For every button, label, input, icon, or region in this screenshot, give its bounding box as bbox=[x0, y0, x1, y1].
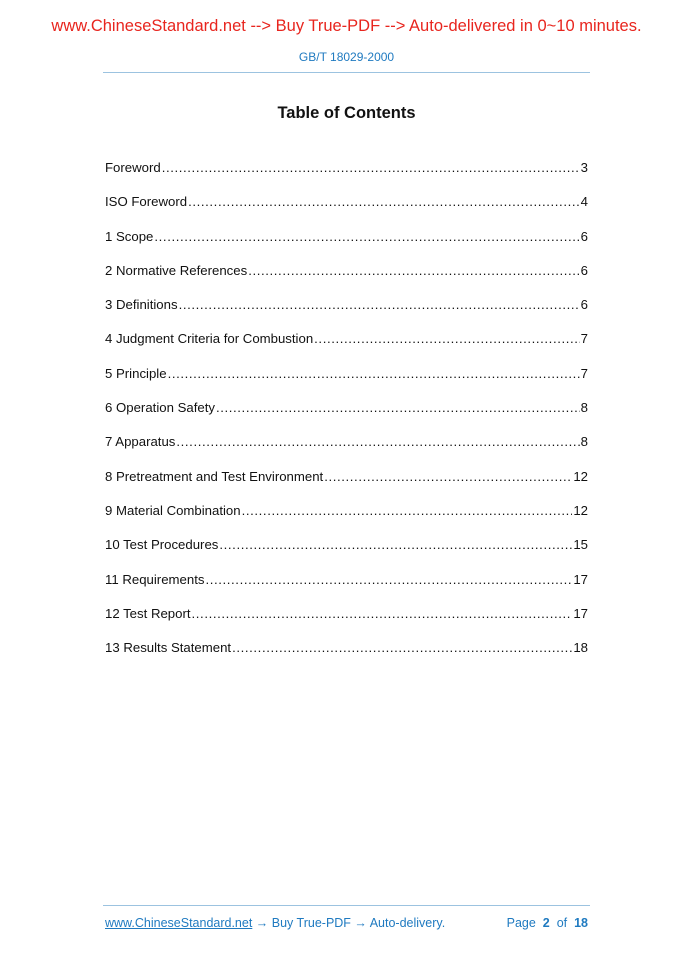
footer-divider bbox=[103, 905, 590, 906]
toc-entry-page: 12 bbox=[573, 502, 588, 518]
toc-dot-leader bbox=[168, 366, 580, 381]
page-number bbox=[507, 916, 588, 930]
footer-link[interactable]: www.ChineseStandard.net bbox=[105, 916, 253, 930]
toc-dot-leader bbox=[248, 263, 579, 278]
footer-link-suffix: → Buy True-PDF → Auto-delivery. bbox=[252, 916, 446, 930]
toc-entry[interactable] bbox=[105, 606, 588, 640]
toc-entry-label: 8 Pretreatment and Test Environment bbox=[105, 468, 324, 484]
toc-dot-leader bbox=[154, 229, 579, 244]
toc-entry-label: 6 Operation Safety bbox=[105, 400, 215, 416]
table-of-contents bbox=[105, 160, 588, 674]
page-current: 2 bbox=[542, 916, 550, 930]
toc-dot-leader bbox=[324, 469, 572, 484]
toc-entry[interactable] bbox=[105, 297, 588, 331]
toc-entry-page: 6 bbox=[580, 262, 588, 278]
page-label: Page bbox=[506, 916, 536, 930]
toc-entry-label: 11 Requirements bbox=[105, 571, 205, 587]
promo-banner[interactable]: www.ChineseStandard.net --> Buy True-PDF --> Auto-delivered in 0~10 minutes. bbox=[51, 17, 642, 35]
toc-dot-leader bbox=[205, 572, 572, 587]
toc-entry-label: 5 Principle bbox=[105, 365, 167, 381]
toc-entry-page: 7 bbox=[580, 331, 588, 347]
toc-entry[interactable] bbox=[105, 434, 588, 468]
toc-entry-label: 1 Scope bbox=[105, 228, 154, 244]
toc-entry-page: 7 bbox=[580, 365, 588, 381]
toc-entry-label: 2 Normative References bbox=[105, 262, 248, 278]
toc-entry-label: 3 Definitions bbox=[105, 297, 178, 313]
toc-entry-label: 4 Judgment Criteria for Combustion bbox=[105, 331, 314, 347]
page-title: Table of Contents bbox=[277, 104, 416, 122]
toc-entry-page: 3 bbox=[580, 160, 588, 175]
toc-entry-label: Foreword bbox=[105, 160, 161, 175]
toc-dot-leader bbox=[232, 640, 572, 655]
standard-code: GB/T 18029-2000 bbox=[298, 50, 395, 64]
toc-entry-label: 10 Test Procedures bbox=[105, 537, 219, 553]
toc-entry-page: 6 bbox=[580, 297, 588, 313]
header-divider bbox=[103, 72, 590, 73]
toc-entry-label: 9 Material Combination bbox=[105, 502, 241, 518]
footer-promo bbox=[105, 916, 445, 930]
toc-entry-page: 8 bbox=[580, 434, 588, 450]
toc-entry[interactable] bbox=[105, 469, 588, 503]
toc-entry-page: 17 bbox=[573, 571, 588, 587]
toc-entry[interactable] bbox=[105, 263, 588, 297]
toc-entry-page: 12 bbox=[573, 468, 588, 484]
toc-entry[interactable] bbox=[105, 194, 588, 228]
toc-dot-leader bbox=[242, 503, 573, 518]
toc-entry[interactable] bbox=[105, 160, 588, 194]
toc-entry-page: 18 bbox=[573, 640, 588, 656]
toc-entry-page: 15 bbox=[573, 537, 588, 553]
toc-entry[interactable] bbox=[105, 503, 588, 537]
toc-entry-page: 6 bbox=[580, 228, 588, 244]
toc-entry[interactable] bbox=[105, 400, 588, 434]
toc-dot-leader bbox=[162, 160, 580, 175]
toc-entry-page: 4 bbox=[580, 194, 588, 210]
toc-entry-label: 7 Apparatus bbox=[105, 434, 176, 450]
page-footer bbox=[105, 916, 588, 930]
toc-entry-label: 13 Results Statement bbox=[105, 640, 232, 656]
toc-entry[interactable] bbox=[105, 229, 588, 263]
toc-entry[interactable] bbox=[105, 331, 588, 365]
page-total: 18 bbox=[574, 916, 588, 930]
toc-entry-page: 8 bbox=[580, 400, 588, 416]
toc-dot-leader bbox=[176, 434, 579, 449]
toc-entry[interactable] bbox=[105, 640, 588, 674]
toc-dot-leader bbox=[216, 400, 580, 415]
toc-dot-leader bbox=[219, 537, 572, 552]
page-of-label: of bbox=[556, 916, 568, 930]
toc-entry-label: ISO Foreword bbox=[105, 194, 188, 210]
toc-entry-page: 17 bbox=[573, 605, 588, 621]
toc-dot-leader bbox=[188, 194, 580, 209]
toc-entry[interactable] bbox=[105, 366, 588, 400]
toc-dot-leader bbox=[179, 297, 580, 312]
toc-entry[interactable] bbox=[105, 537, 588, 571]
toc-dot-leader bbox=[314, 331, 579, 346]
toc-entry[interactable] bbox=[105, 572, 588, 606]
toc-dot-leader bbox=[192, 606, 573, 621]
toc-entry-label: 12 Test Report bbox=[105, 605, 191, 621]
